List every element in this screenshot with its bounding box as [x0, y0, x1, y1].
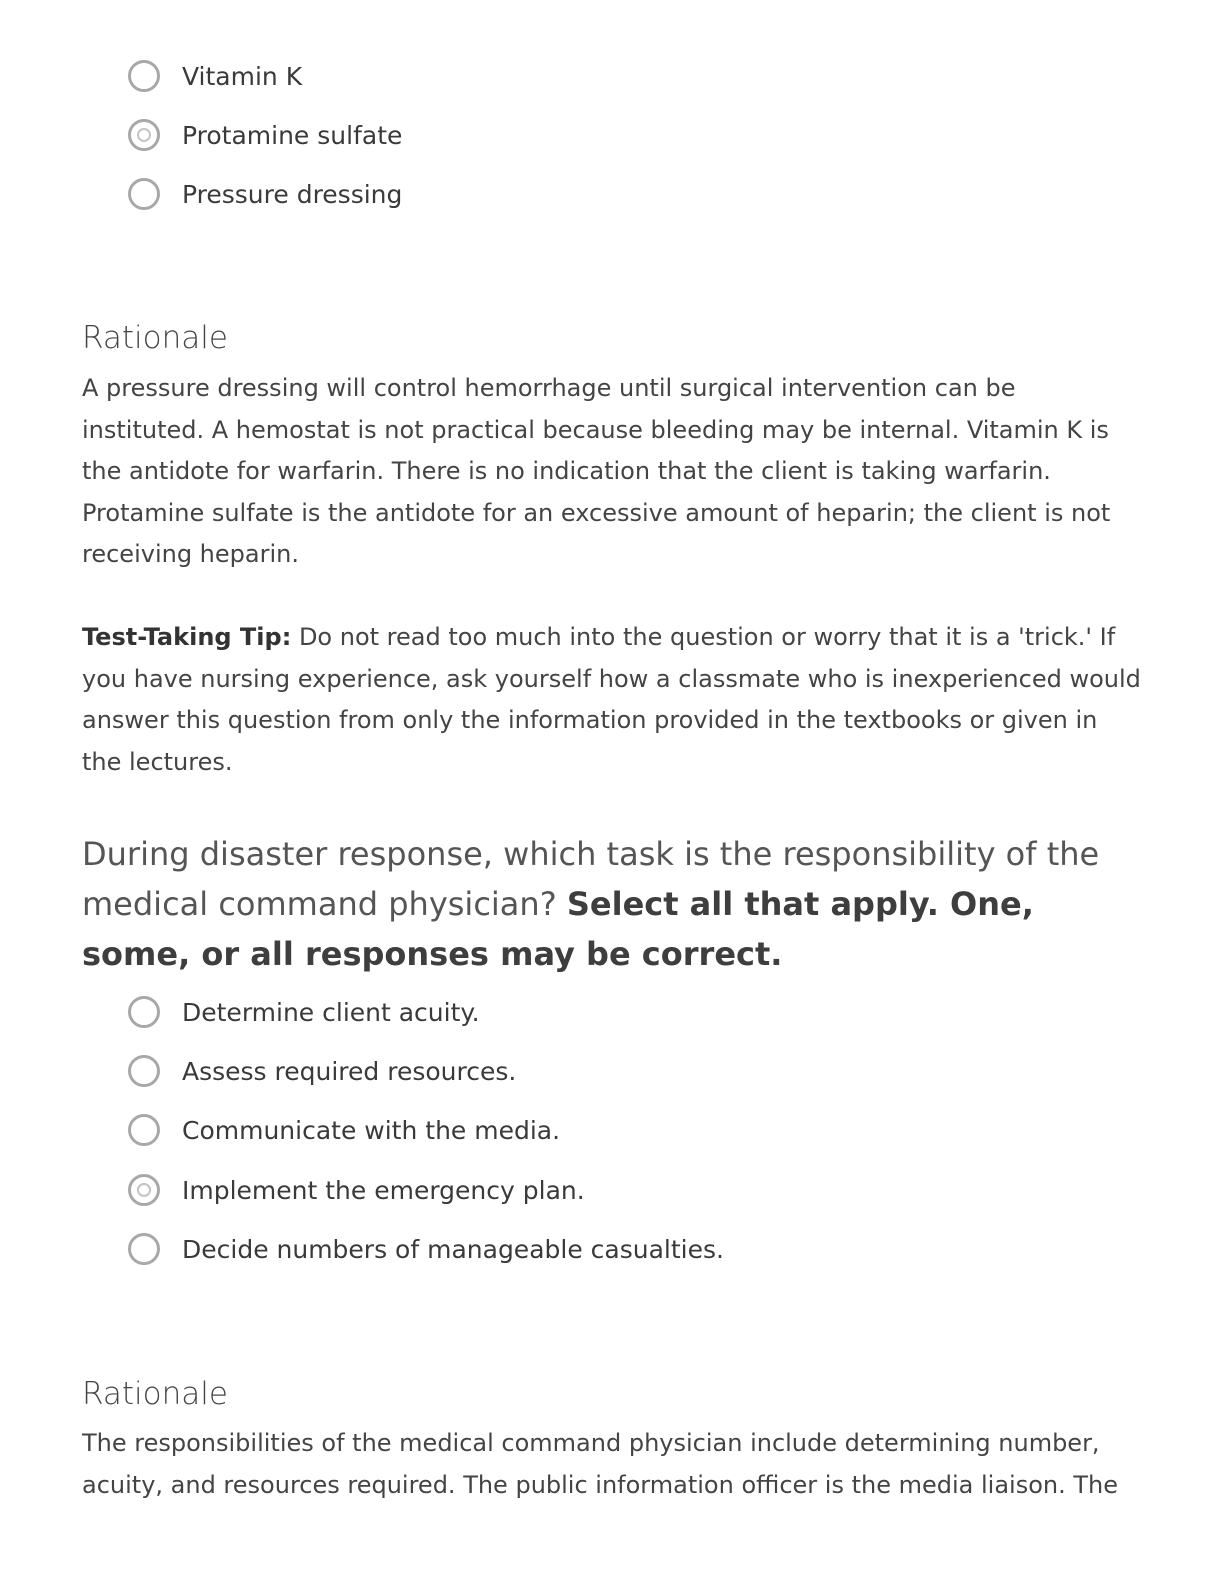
option-label: Protamine sulfate — [182, 120, 403, 150]
option-assess-required-resources[interactable] — [128, 1051, 516, 1091]
radio-selected-icon[interactable] — [128, 119, 160, 151]
radio-icon[interactable] — [128, 178, 160, 210]
rationale-text: The responsibilities of the medical command physician include determining number, acuity, and resources required. The public information officer is the media liaison. The — [82, 1429, 1118, 1499]
rationale-heading: Rationale — [82, 320, 228, 356]
question-stem: During disaster response, which task is the responsibility of the medical command physician? — [82, 835, 1100, 923]
option-pressure-dressing[interactable] — [128, 174, 402, 214]
question-instruction: Select all that apply. One, some, or all responses may be correct. — [82, 885, 1034, 973]
option-label: Decide numbers of manageable casualties. — [182, 1234, 724, 1264]
radio-selected-icon[interactable] — [128, 1174, 160, 1206]
radio-icon[interactable] — [128, 60, 160, 92]
option-label: Assess required resources. — [182, 1056, 517, 1086]
rationale-text: A pressure dressing will control hemorrhage until surgical intervention can be instituted. A hemostat is not practical because bleeding may be internal. Vitamin K is the antidote for warfarin. There is no indication that the client is taking warfarin. Protamine sulfate is the antidote for an excessive amount of heparin; the client is not receiving heparin. — [82, 374, 1111, 568]
tip-text: Do not read too much into the question or worry that it is a 'trick.' If you have nursing experience, ask yourself how a classmate who is inexperienced would answer this question from only the information provided in the textbooks or given in the lectures. — [82, 623, 1141, 776]
option-decide-manageable-casualties[interactable] — [128, 1229, 724, 1269]
radio-icon[interactable] — [128, 1233, 160, 1265]
option-vitamin-k[interactable] — [128, 56, 302, 96]
radio-icon[interactable] — [128, 996, 160, 1028]
option-protamine-sulfate[interactable] — [128, 115, 402, 155]
option-communicate-with-media[interactable] — [128, 1110, 560, 1150]
option-implement-emergency-plan[interactable] — [128, 1170, 585, 1210]
option-label: Vitamin K — [182, 61, 303, 91]
option-determine-client-acuity[interactable] — [128, 992, 480, 1032]
radio-icon[interactable] — [128, 1114, 160, 1146]
radio-icon[interactable] — [128, 1055, 160, 1087]
rationale-heading: Rationale — [82, 1376, 228, 1412]
tip-label: Test-Taking Tip: — [82, 623, 292, 651]
option-label: Implement the emergency plan. — [182, 1175, 585, 1205]
option-label: Pressure dressing — [182, 179, 403, 209]
test-taking-tip — [82, 617, 1142, 783]
option-label: Communicate with the media. — [182, 1115, 561, 1145]
question-text — [82, 829, 1152, 979]
option-label: Determine client acuity. — [182, 997, 480, 1027]
